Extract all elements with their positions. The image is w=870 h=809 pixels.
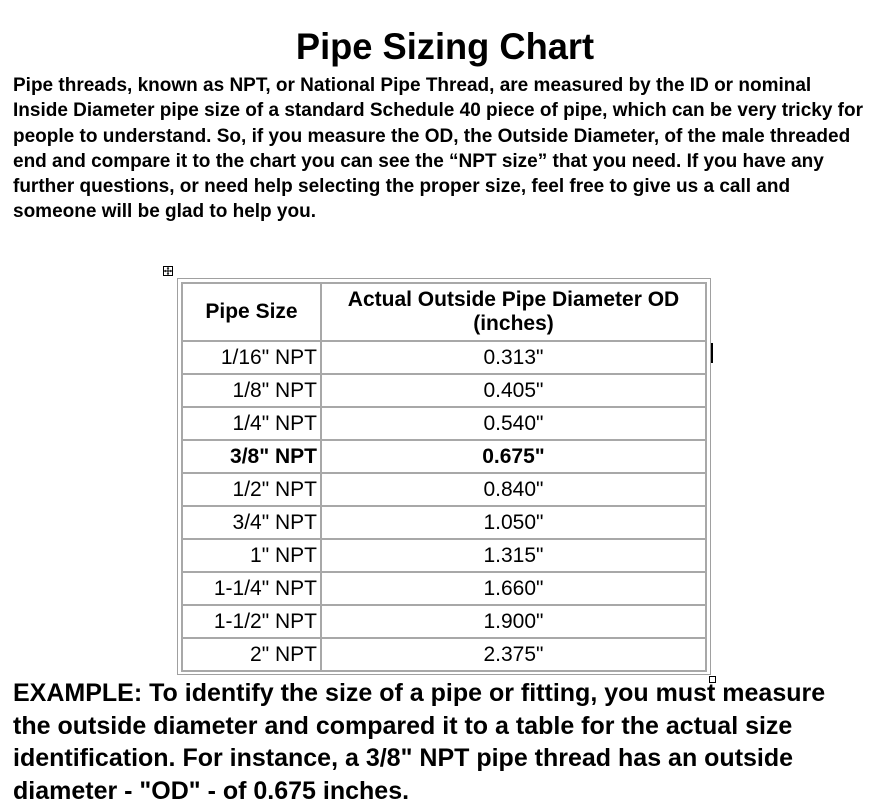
table-row xyxy=(182,374,706,407)
od-cell: 0.675" xyxy=(321,440,706,473)
od-cell: 1.050" xyxy=(321,506,706,539)
example-paragraph: EXAMPLE: To identify the size of a pipe or fitting, you must measure the outside diameter and compared it to a table for the actual size identification. For instance, a 3/8" NPT pipe thread has an outside diameter - "OD" - of 0.675 inches. xyxy=(13,679,826,805)
table-row xyxy=(182,605,706,638)
pipe-size-cell: 1/4" NPT xyxy=(182,407,321,440)
table-row xyxy=(182,341,706,374)
table-header-row xyxy=(182,283,706,341)
pipe-sizing-table xyxy=(181,282,707,672)
table-move-handle[interactable] xyxy=(163,266,173,276)
table-row-highlighted xyxy=(182,440,706,473)
pipe-size-cell: 3/4" NPT xyxy=(182,506,321,539)
pipe-size-cell: 1-1/2" NPT xyxy=(182,605,321,638)
pipe-size-cell: 1" NPT xyxy=(182,539,321,572)
header-outside-diameter: Actual Outside Pipe Diameter OD (inches) xyxy=(321,283,706,341)
four-way-arrow-icon xyxy=(164,267,172,275)
table-row xyxy=(182,572,706,605)
od-cell: 2.375" xyxy=(321,638,706,671)
header-pipe-size: Pipe Size xyxy=(182,283,321,341)
page-title: Pipe Sizing Chart xyxy=(295,25,595,67)
pipe-size-cell: 1/8" NPT xyxy=(182,374,321,407)
pipe-size-cell: 1/16" NPT xyxy=(182,341,321,374)
table-row xyxy=(182,539,706,572)
table-row xyxy=(182,473,706,506)
table-row xyxy=(182,407,706,440)
od-cell: 1.900" xyxy=(321,605,706,638)
od-cell: 0.405" xyxy=(321,374,706,407)
od-cell: 1.660" xyxy=(321,572,706,605)
text-insertion-cursor xyxy=(711,343,713,363)
pipe-size-cell: 3/8" NPT xyxy=(182,440,321,473)
pipe-size-cell: 1/2" NPT xyxy=(182,473,321,506)
pipe-sizing-table-container xyxy=(177,278,711,675)
pipe-size-cell: 1-1/4" NPT xyxy=(182,572,321,605)
od-cell: 0.313" xyxy=(321,341,706,374)
table-row xyxy=(182,638,706,671)
od-cell: 0.540" xyxy=(321,407,706,440)
od-cell: 1.315" xyxy=(321,539,706,572)
table-row xyxy=(182,506,706,539)
intro-paragraph: Pipe threads, known as NPT, or National Pipe Thread, are measured by the ID or nominal Inside Diameter pipe size of a standard Schedule 40 piece of pipe, which can be very tricky for people to understand. So, if you measure the OD, the Outside Diameter, of the male threaded end and compare it to the chart you can see the “NPT size” that you need. If you have any further questions, or need help selecting the proper size, feel free to give us a call and someone will be glad to help you. xyxy=(13,75,863,223)
pipe-size-cell: 2" NPT xyxy=(182,638,321,671)
od-cell: 0.840" xyxy=(321,473,706,506)
